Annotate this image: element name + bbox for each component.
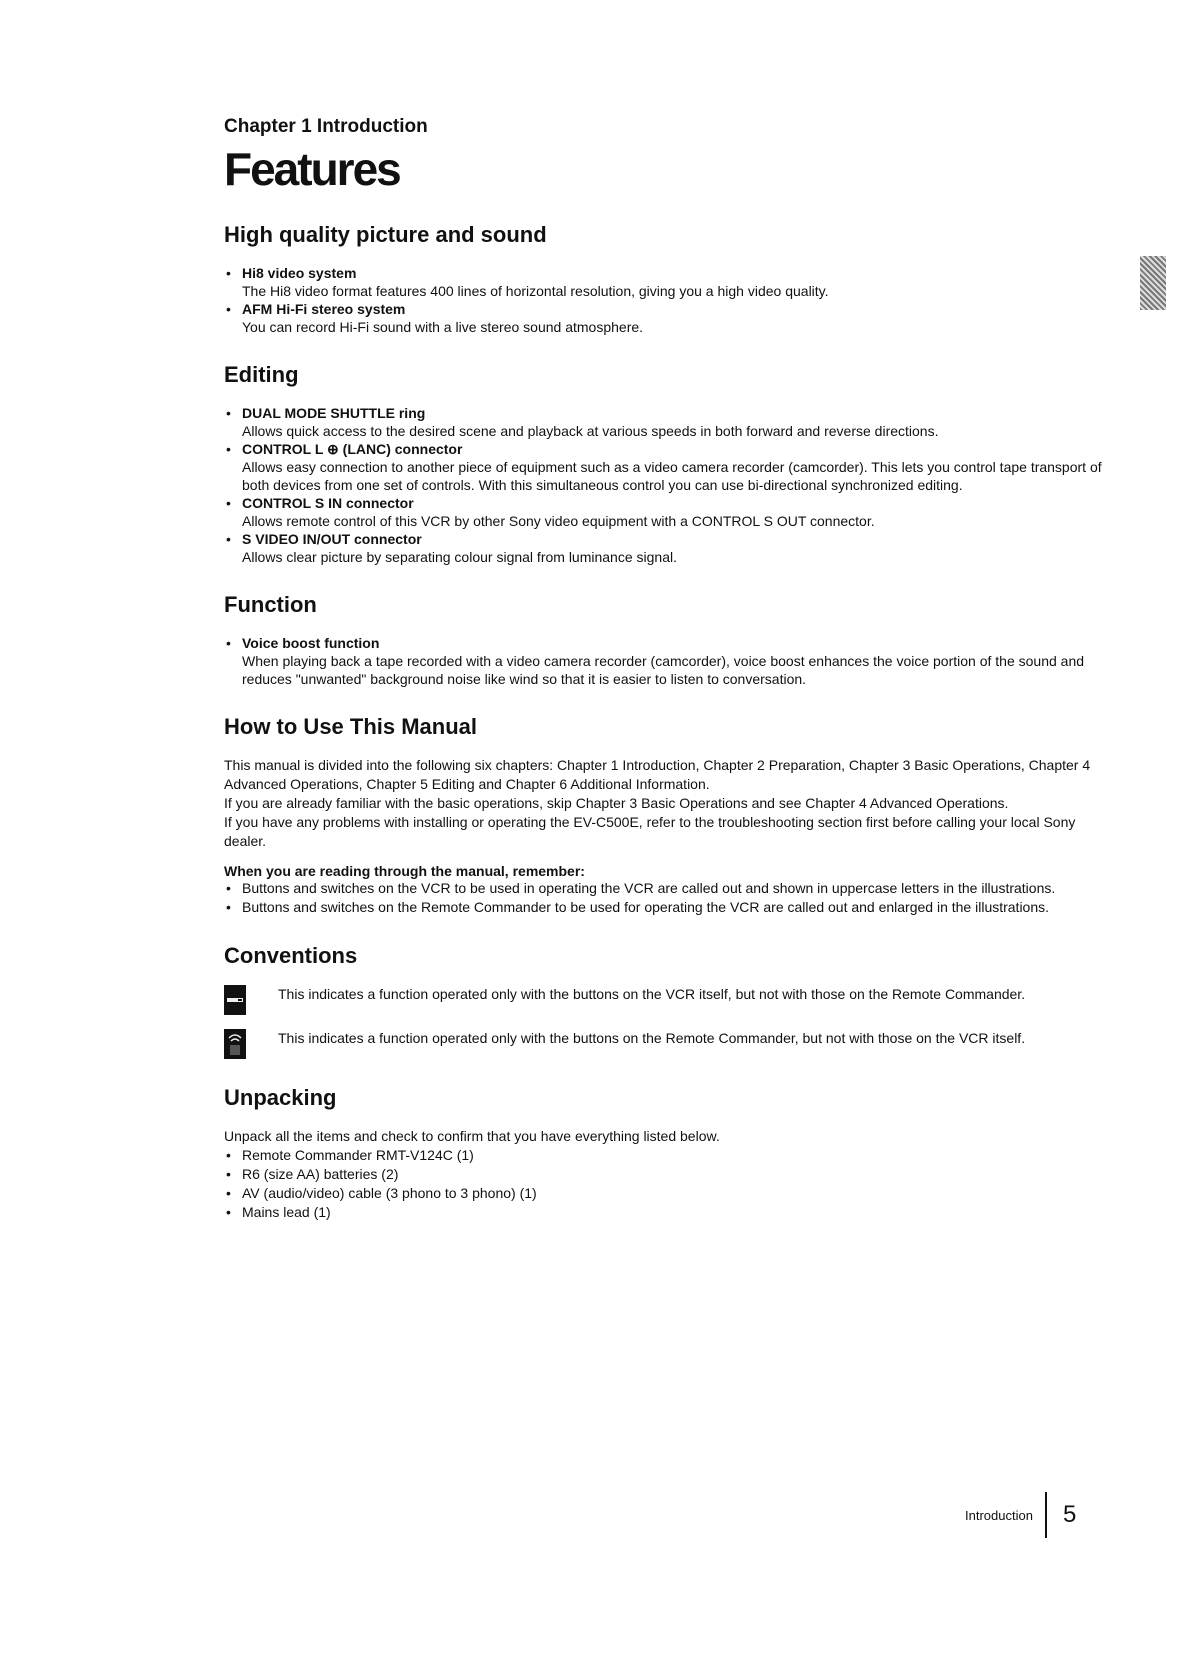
section-editing	[224, 362, 1104, 566]
feature-title: • Hi8 video system	[242, 265, 357, 281]
feature-list	[224, 264, 1104, 336]
remember-heading: When you are reading through the manual, remember:	[224, 863, 585, 879]
section-manual	[224, 714, 1104, 917]
feature-description: Allows clear picture by separating colour signal from luminance signal.	[242, 549, 677, 565]
list-item	[224, 530, 1104, 566]
list-item: • AV (audio/video) cable (3 phono to 3 phono) (1)	[224, 1184, 1104, 1203]
section-heading: High quality picture and sound	[224, 222, 547, 247]
page-title: Features	[224, 143, 400, 195]
vcr-icon	[224, 985, 246, 1015]
list-item	[224, 264, 1104, 300]
convention-text: This indicates a function operated only with the buttons on the VCR itself, but not with those on the Remote Commander.	[278, 986, 1026, 1002]
section-heading: Function	[224, 592, 317, 617]
feature-title: • DUAL MODE SHUTTLE ring	[242, 405, 426, 421]
section-heading: Editing	[224, 362, 299, 387]
feature-list	[224, 634, 1104, 688]
remote-commander-icon	[224, 1029, 246, 1059]
chapter-tab-marker	[1140, 256, 1166, 310]
unpacking-list	[224, 1146, 1104, 1222]
feature-description: Allows quick access to the desired scene and playback at various speeds in both forward and reverse directions.	[242, 423, 939, 439]
list-item: • Mains lead (1)	[224, 1203, 1104, 1222]
convention-item	[224, 1029, 1104, 1059]
list-item: • Buttons and switches on the Remote Commander to be used for operating the VCR are called out and enlarged in the illustrations.	[224, 898, 1104, 917]
feature-description: The Hi8 video format features 400 lines of horizontal resolution, giving you a high video quality.	[242, 283, 829, 299]
feature-list	[224, 404, 1104, 566]
page-number: 5	[1062, 1501, 1077, 1528]
section-quality	[224, 222, 1104, 336]
footer-section-label: Introduction	[965, 1507, 1033, 1523]
section-function	[224, 592, 1104, 688]
page-footer	[965, 1492, 1076, 1538]
paragraph: This manual is divided into the following six chapters: Chapter 1 Introduction, Chapter 2 Preparation, Chapter 3 Basic Operations, Chapter 4 Advanced Operations, Chapter 5 Editing and Chapter 6 Additional Information.	[224, 757, 1091, 792]
section-conventions	[224, 943, 1104, 1059]
paragraph: Unpack all the items and check to confirm that you have everything listed below.	[224, 1128, 720, 1144]
list-item	[224, 300, 1104, 336]
feature-title: • AFM Hi-Fi stereo system	[242, 301, 406, 317]
list-item	[224, 404, 1104, 440]
paragraph: If you are already familiar with the basic operations, skip Chapter 3 Basic Operations and see Chapter 4 Advanced Operations.	[224, 795, 1009, 811]
chapter-label: Chapter 1 Introduction	[224, 116, 428, 137]
section-heading: How to Use This Manual	[224, 714, 478, 739]
section-heading: Unpacking	[224, 1085, 337, 1110]
remember-list	[224, 879, 1104, 917]
feature-title: • CONTROL S IN connector	[242, 495, 414, 511]
feature-description: You can record Hi-Fi sound with a live stereo sound atmosphere.	[242, 319, 644, 335]
footer-divider	[1045, 1492, 1047, 1538]
list-item	[224, 440, 1104, 494]
paragraph: If you have any problems with installing or operating the EV-C500E, refer to the troubleshooting section first before calling your local Sony dealer.	[224, 814, 1076, 849]
convention-item	[224, 985, 1104, 1015]
list-item	[224, 494, 1104, 530]
list-item	[224, 634, 1104, 688]
feature-description: Allows easy connection to another piece of equipment such as a video camera recorder (camcorder). This lets you control tape transport of both devices from one set of controls. With this simultaneous control you can use bi-directional synchronized editing.	[242, 459, 1102, 493]
convention-text: This indicates a function operated only with the buttons on the Remote Commander, but not with those on the VCR itself.	[278, 1030, 1026, 1046]
list-item: • Buttons and switches on the VCR to be used in operating the VCR are called out and shown in uppercase letters in the illustrations.	[224, 879, 1104, 898]
section-heading: Conventions	[224, 943, 358, 968]
feature-description: When playing back a tape recorded with a video camera recorder (camcorder), voice boost enhances the voice portion of the sound and reduces "unwanted" background noise like wind so that it is easier to listen to conversation.	[242, 653, 1085, 687]
list-item: • R6 (size AA) batteries (2)	[224, 1165, 1104, 1184]
feature-description: Allows remote control of this VCR by other Sony video equipment with a CONTROL S OUT connector.	[242, 513, 875, 529]
list-item: • Remote Commander RMT-V124C (1)	[224, 1146, 1104, 1165]
feature-title: • CONTROL L ⊕ (LANC) connector	[242, 441, 463, 457]
page-content	[224, 116, 1104, 1248]
section-unpacking	[224, 1085, 1104, 1222]
feature-title: • Voice boost function	[242, 635, 380, 651]
feature-title: • S VIDEO IN/OUT connector	[242, 531, 422, 547]
